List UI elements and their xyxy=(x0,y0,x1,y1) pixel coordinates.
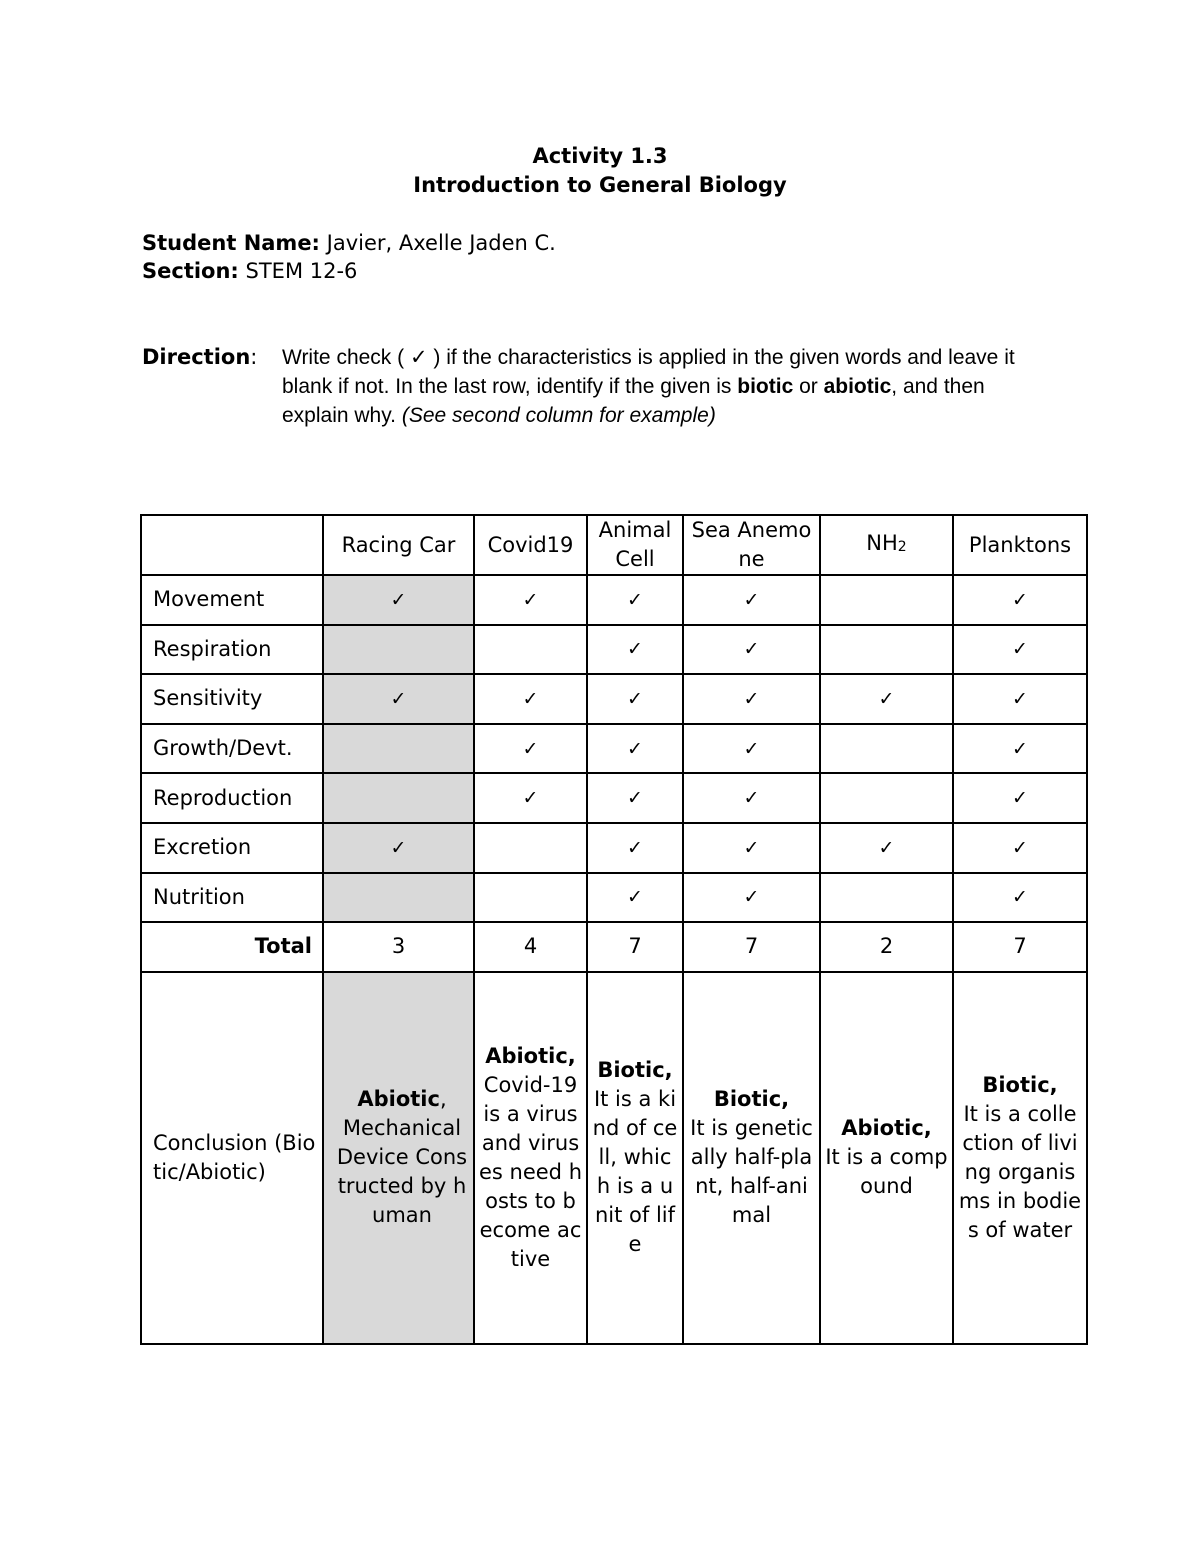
row-label: Nutrition xyxy=(141,873,323,923)
check-cell xyxy=(474,575,587,625)
check-mark-icon: ✓ xyxy=(743,687,760,710)
check-cell xyxy=(474,873,587,923)
column-header: Racing Car xyxy=(323,515,474,575)
check-cell xyxy=(587,724,683,774)
check-cell xyxy=(953,575,1087,625)
direction-label-block xyxy=(142,343,257,372)
conclusion-reason: Covid-19 is a virus and viruses need hosts to become active xyxy=(479,1072,583,1271)
row-label: Excretion xyxy=(141,823,323,873)
check-cell xyxy=(683,873,820,923)
check-cell xyxy=(953,773,1087,823)
corner-cell xyxy=(141,515,323,575)
check-cell xyxy=(587,674,683,724)
conclusion-cell xyxy=(683,972,820,1344)
check-cell xyxy=(683,625,820,675)
check-mark-icon: ✓ xyxy=(743,836,760,859)
check-mark-icon: ✓ xyxy=(743,787,760,810)
conclusion-cell xyxy=(820,972,953,1344)
conclusion-reason: It is a collection of living organisms in bodies of water xyxy=(958,1101,1082,1242)
conclusion-cell xyxy=(323,972,474,1344)
check-mark-icon: ✓ xyxy=(522,787,539,810)
conclusion-cell xyxy=(587,972,683,1344)
section-value: STEM 12-6 xyxy=(245,259,358,283)
check-cell xyxy=(587,773,683,823)
table-row xyxy=(141,773,1087,823)
check-mark-icon: ✓ xyxy=(878,836,895,859)
check-mark-icon: ✓ xyxy=(1012,638,1028,661)
check-cell xyxy=(820,823,953,873)
check-cell xyxy=(953,873,1087,923)
row-label: Growth/Devt. xyxy=(141,724,323,774)
check-mark-icon: ✓ xyxy=(627,687,643,710)
total-value: 2 xyxy=(820,922,953,972)
conclusion-separator: , xyxy=(439,1087,447,1112)
row-label: Sensitivity xyxy=(141,674,323,724)
check-mark-icon: ✓ xyxy=(627,886,643,909)
conclusion-verdict: Abiotic xyxy=(357,1087,440,1112)
check-cell xyxy=(953,674,1087,724)
conclusion-cell xyxy=(953,972,1087,1344)
direction-italic-note: (See second column for example) xyxy=(401,404,716,427)
check-cell xyxy=(820,724,953,774)
nh-text: NH xyxy=(866,531,898,555)
table-row xyxy=(141,724,1087,774)
direction-text xyxy=(282,343,1042,430)
conclusion-cell xyxy=(474,972,587,1344)
check-mark-icon: ✓ xyxy=(627,638,643,661)
row-label: Movement xyxy=(141,575,323,625)
check-cell xyxy=(323,625,474,675)
check-mark-icon: ✓ xyxy=(743,737,760,760)
check-mark-icon: ✓ xyxy=(743,588,760,611)
check-cell xyxy=(953,724,1087,774)
check-mark-icon: ✓ xyxy=(1012,737,1028,760)
conclusion-reason: Mechanical Device Constructed by human xyxy=(336,1116,468,1228)
check-mark-icon: ✓ xyxy=(627,836,643,859)
conclusion-verdict: Biotic, xyxy=(713,1087,790,1112)
check-cell xyxy=(323,873,474,923)
check-mark-icon: ✓ xyxy=(1012,588,1028,611)
check-cell xyxy=(587,873,683,923)
conclusion-row xyxy=(141,972,1087,1344)
check-cell xyxy=(587,823,683,873)
check-cell xyxy=(953,823,1087,873)
section-label: Section: xyxy=(142,259,239,283)
table-row xyxy=(141,674,1087,724)
total-value: 7 xyxy=(587,922,683,972)
total-value: 3 xyxy=(323,922,474,972)
conclusion-verdict: Biotic, xyxy=(597,1058,673,1083)
check-cell xyxy=(820,674,953,724)
total-label: Total xyxy=(141,922,323,972)
check-mark-icon: ✓ xyxy=(1012,787,1028,810)
direction-label: Direction xyxy=(142,345,251,369)
check-mark-icon: ✓ xyxy=(627,588,643,611)
check-mark-icon: ✓ xyxy=(1012,886,1028,909)
table-row xyxy=(141,823,1087,873)
check-cell xyxy=(820,873,953,923)
check-mark-icon: ✓ xyxy=(627,787,643,810)
check-cell xyxy=(474,773,587,823)
total-value: 7 xyxy=(953,922,1087,972)
check-cell xyxy=(323,575,474,625)
conclusion-reason: It is genetically half-plant, half-animal xyxy=(690,1116,813,1228)
check-mark-icon: ✓ xyxy=(1012,836,1028,859)
check-cell xyxy=(587,625,683,675)
characteristics-table xyxy=(140,514,1088,1345)
check-cell xyxy=(474,625,587,675)
student-name-line xyxy=(142,229,556,258)
check-cell xyxy=(820,773,953,823)
direction-text-1: Write check ( ✓ ) if the characteristics is applied in the given words and leave it blank if not. In the last row, identify if the given is xyxy=(282,346,1015,398)
column-header: Sea Anemone xyxy=(683,515,820,575)
row-label: Respiration xyxy=(141,625,323,675)
conclusion-verdict: Abiotic, xyxy=(841,1116,932,1141)
check-mark-icon: ✓ xyxy=(522,737,539,760)
check-cell xyxy=(323,773,474,823)
check-mark-icon: ✓ xyxy=(390,588,407,611)
check-mark-icon: ✓ xyxy=(878,687,895,710)
row-label: Reproduction xyxy=(141,773,323,823)
check-cell xyxy=(474,823,587,873)
check-mark-icon: ✓ xyxy=(1012,687,1028,710)
check-mark-icon: ✓ xyxy=(743,638,760,661)
column-header: Animal Cell xyxy=(587,515,683,575)
check-cell xyxy=(953,625,1087,675)
column-header: Planktons xyxy=(953,515,1087,575)
check-mark-icon: ✓ xyxy=(522,687,539,710)
check-cell xyxy=(683,575,820,625)
check-cell xyxy=(474,674,587,724)
nh-subscript: 2 xyxy=(897,539,907,555)
conclusion-reason: It is a kind of cell, which is a unit of life xyxy=(592,1087,678,1257)
check-mark-icon: ✓ xyxy=(390,836,407,859)
activity-subtitle: Introduction to General Biology xyxy=(413,173,787,197)
direction-text-3: , and then explain why. xyxy=(282,375,985,427)
check-cell xyxy=(587,575,683,625)
conclusion-reason: It is a compound xyxy=(825,1145,948,1199)
check-cell xyxy=(323,823,474,873)
column-header xyxy=(820,515,953,575)
conclusion-verdict: Biotic, xyxy=(982,1072,1058,1097)
check-cell xyxy=(820,575,953,625)
direction-bold-abiotic: abiotic xyxy=(823,375,892,398)
check-mark-icon: ✓ xyxy=(743,886,760,909)
check-cell xyxy=(683,674,820,724)
check-cell xyxy=(323,674,474,724)
total-value: 4 xyxy=(474,922,587,972)
conclusion-label: Conclusion (Biotic/Abiotic) xyxy=(141,972,323,1344)
direction-text-2: or xyxy=(793,375,824,398)
table-header-row xyxy=(141,515,1087,575)
activity-title: Activity 1.3 xyxy=(532,144,668,168)
check-mark-icon: ✓ xyxy=(522,588,539,611)
student-name-value: Javier, Axelle Jaden C. xyxy=(326,231,556,255)
check-cell xyxy=(683,773,820,823)
table-row xyxy=(141,625,1087,675)
student-name-label: Student Name: xyxy=(142,231,320,255)
check-mark-icon: ✓ xyxy=(627,737,643,760)
check-cell xyxy=(474,724,587,774)
check-mark-icon: ✓ xyxy=(390,687,407,710)
total-value: 7 xyxy=(683,922,820,972)
column-header: Covid19 xyxy=(474,515,587,575)
conclusion-verdict: Abiotic, xyxy=(485,1043,576,1068)
table-row xyxy=(141,873,1087,923)
check-cell xyxy=(683,823,820,873)
section-line xyxy=(142,257,357,286)
total-row xyxy=(141,922,1087,972)
direction-colon: : xyxy=(250,345,258,369)
check-cell xyxy=(820,625,953,675)
check-cell xyxy=(683,724,820,774)
direction-bold-biotic: biotic xyxy=(737,375,794,398)
check-cell xyxy=(323,724,474,774)
table-row xyxy=(141,575,1087,625)
